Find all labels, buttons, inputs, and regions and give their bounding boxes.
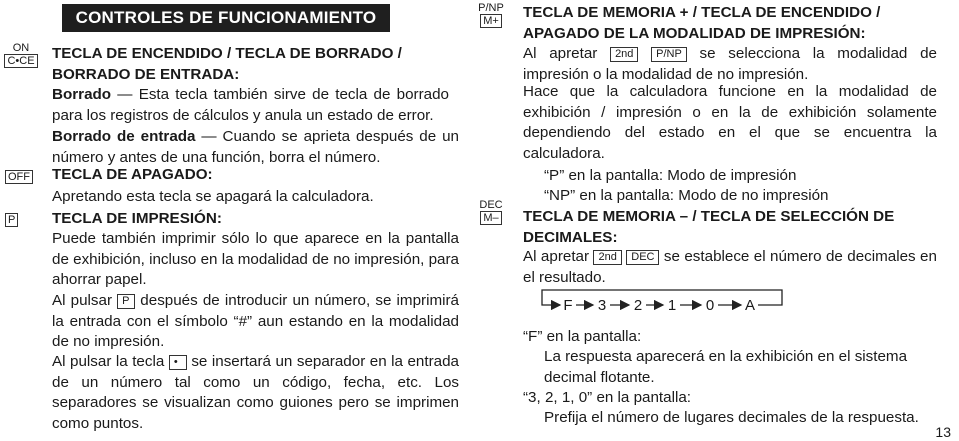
on-heading-1: TECLA DE ENCENDIDO / TECLA DE BORRADO / — [52, 45, 402, 62]
mode-p-line: “P” en la pantalla: Modo de impresión — [544, 167, 797, 184]
section-title: CONTROLES DE FUNCIONAMIENTO — [62, 4, 390, 32]
off-heading: TECLA DE APAGADO: — [52, 166, 213, 183]
p-paragraph-2 — [52, 291, 459, 353]
p-paragraph-1: Puede también imprimir sólo lo que aparece en la pantalla de exhibición, incluso en la modalidad de no impresión, para ahorrar papel. — [52, 230, 459, 288]
m-t1b: se selecciona la modalidad de impresión o la modalidad de no impresión. — [523, 45, 937, 83]
p-key-label: P — [5, 213, 18, 227]
p-key-icon — [5, 213, 18, 227]
cycle-item-4: 0 — [705, 297, 715, 314]
decimal-paragraph — [523, 246, 937, 288]
mplus-key-label: M+ — [480, 14, 502, 28]
decimal-cycle-diagram — [520, 284, 790, 320]
borrado-term: Borrado — [52, 86, 112, 103]
clear-key-label: C•CE — [4, 54, 37, 68]
p-text3b: se insertará un separador en la entrada de un número tal como un código, fecha, etc. Los separadores se visualizan como guiones pero se imprimen como puntos. — [52, 353, 459, 432]
on-key-icon — [4, 42, 38, 68]
decimal-heading-1: TECLA DE MEMORIA – / TECLA DE SELECCIÓN DE — [523, 208, 895, 225]
p-text3a: Al pulsar la tecla — [52, 353, 165, 370]
pnp-key-top-label: P/NP — [478, 2, 504, 14]
dec-key-top-label: DEC — [479, 199, 503, 211]
on-heading-2: BORRADO DE ENTRADA: — [52, 66, 240, 83]
f-label: “F” en la pantalla: — [523, 328, 642, 345]
cycle-item-1: 3 — [597, 297, 607, 314]
n-text: Prefija el número de lugares decimales de la respuesta. — [544, 409, 919, 426]
pnp-key-icon — [476, 2, 506, 28]
inline-p-key-icon: P — [117, 294, 135, 309]
cycle-item-5: A — [744, 297, 756, 314]
d-t1b: se establece el número de decimales en el resultado. — [523, 248, 937, 286]
off-text: Apretando esta tecla se apagará la calculadora. — [52, 188, 374, 205]
f-text: La respuesta aparecerá en la exhibición en el sistema decimal flotante. — [544, 348, 908, 386]
second-key-icon-b: 2nd — [593, 250, 621, 265]
on-key-label: ON — [12, 42, 30, 54]
memory-plus-heading-2: APAGADO DE LA MODALIDAD DE IMPRESIÓN: — [523, 25, 866, 42]
page-number: 13 — [935, 424, 951, 440]
mminus-key-label: M– — [480, 211, 501, 225]
pnp-inline-key-icon: P/NP — [651, 47, 687, 62]
inline-dot-key-icon: • — [169, 355, 187, 370]
memory-plus-paragraph-1 — [523, 43, 937, 85]
p-paragraph-3 — [52, 352, 459, 434]
memory-plus-paragraph-2: Hace que la calculadora funcione en la modalidad de exhibición / impresión o en la de exhibición solamente dependiendo del estado en el que se encuentra la calculadora. — [523, 83, 937, 162]
borrado-text: — Esta tecla también sirve de tecla de borrado para los registros de cálculos y anula un estado de error. — [52, 86, 449, 124]
off-key-label: OFF — [5, 170, 33, 184]
dec-key-icon — [477, 199, 505, 225]
p-heading: TECLA DE IMPRESIÓN: — [52, 210, 222, 227]
second-key-icon: 2nd — [610, 47, 638, 62]
entrada-term: Borrado de entrada — [52, 128, 196, 145]
p-text2a: Al pulsar — [52, 292, 113, 309]
p-text2b: después de introducir un número, se imprimirá la entrada con el símbolo “#” aun estando en la modalidad de no impresión. — [52, 292, 459, 350]
entrada-text: — Cuando se aprieta después de un número y antes de una función, borra el número. — [52, 128, 459, 166]
m-t1a: Al apretar — [523, 45, 598, 62]
dec-inline-key-icon: DEC — [626, 250, 659, 265]
d-t1a: Al apretar — [523, 248, 590, 265]
cycle-item-3: 1 — [667, 297, 677, 314]
off-key-icon — [5, 170, 33, 184]
decimal-heading-2: DECIMALES: — [523, 229, 618, 246]
entrada-paragraph — [52, 126, 459, 168]
mode-np-line: “NP” en la pantalla: Modo de no impresión — [544, 187, 829, 204]
n-label: “3, 2, 1, 0” en la pantalla: — [523, 389, 692, 406]
memory-plus-heading-1: TECLA DE MEMORIA + / TECLA DE ENCENDIDO / — [523, 4, 881, 21]
cycle-item-0: F — [563, 297, 573, 314]
borrado-paragraph — [52, 84, 449, 126]
cycle-item-2: 2 — [633, 297, 643, 314]
